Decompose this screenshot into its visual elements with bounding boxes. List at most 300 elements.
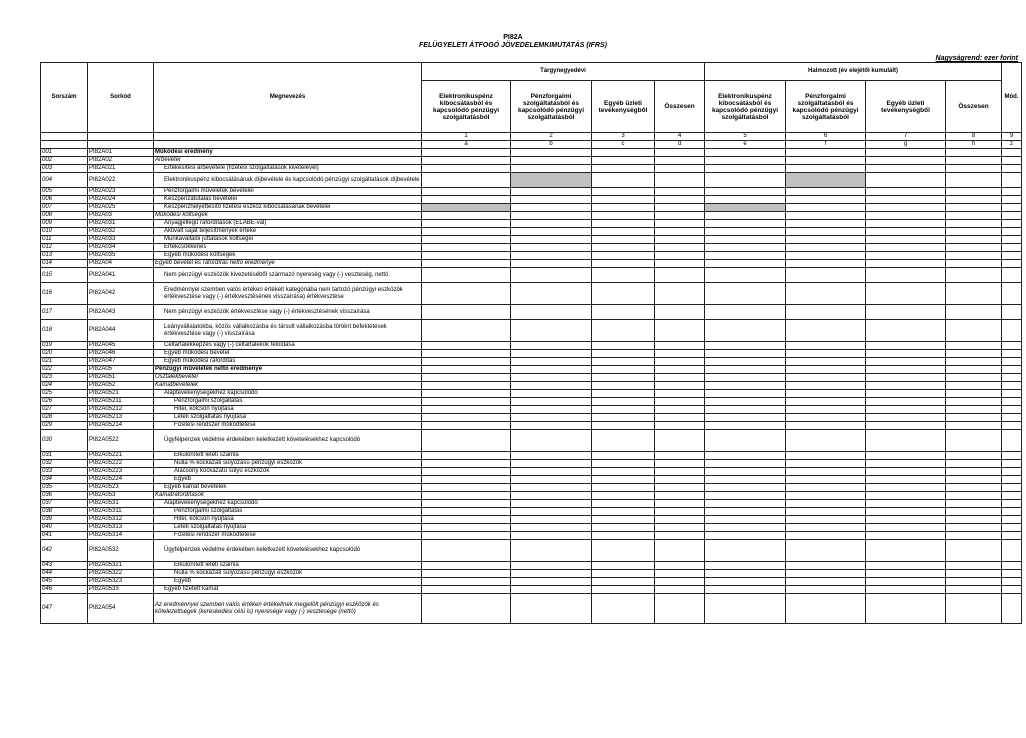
value-cell[interactable] [946, 398, 1002, 406]
value-cell[interactable] [705, 484, 786, 492]
value-cell[interactable] [705, 594, 786, 624]
value-cell[interactable] [705, 500, 786, 508]
value-cell[interactable] [786, 366, 866, 374]
value-cell[interactable] [592, 342, 655, 350]
value-cell[interactable] [592, 422, 655, 430]
value-cell[interactable] [592, 508, 655, 516]
value-cell[interactable] [1002, 414, 1022, 422]
value-cell[interactable] [422, 578, 511, 586]
value-cell[interactable] [786, 532, 866, 540]
value-cell[interactable] [786, 476, 866, 484]
value-cell[interactable] [946, 228, 1002, 236]
value-cell[interactable] [592, 268, 655, 283]
value-cell[interactable] [655, 524, 705, 532]
value-cell[interactable] [511, 476, 592, 484]
value-cell[interactable] [592, 586, 655, 594]
value-cell[interactable] [592, 366, 655, 374]
value-cell[interactable] [866, 149, 946, 157]
value-cell[interactable] [1002, 382, 1022, 390]
value-cell[interactable] [422, 500, 511, 508]
value-cell[interactable] [422, 382, 511, 390]
value-cell[interactable] [422, 492, 511, 500]
value-cell[interactable] [422, 476, 511, 484]
value-cell[interactable] [592, 570, 655, 578]
value-cell[interactable] [946, 468, 1002, 476]
value-cell[interactable] [1002, 228, 1022, 236]
value-cell[interactable] [866, 305, 946, 320]
value-cell[interactable] [655, 468, 705, 476]
value-cell[interactable] [705, 212, 786, 220]
value-cell[interactable] [705, 350, 786, 358]
value-cell[interactable] [705, 516, 786, 524]
value-cell[interactable] [422, 188, 511, 196]
value-cell[interactable] [592, 382, 655, 390]
value-cell[interactable] [1002, 305, 1022, 320]
value-cell[interactable] [866, 586, 946, 594]
value-cell[interactable] [511, 586, 592, 594]
value-cell[interactable] [511, 283, 592, 305]
value-cell[interactable] [1002, 220, 1022, 228]
value-cell[interactable] [866, 406, 946, 414]
value-cell[interactable] [422, 350, 511, 358]
value-cell[interactable] [511, 540, 592, 562]
value-cell[interactable] [786, 149, 866, 157]
value-cell[interactable] [705, 260, 786, 268]
value-cell[interactable] [946, 342, 1002, 350]
value-cell[interactable] [946, 508, 1002, 516]
value-cell[interactable] [1002, 236, 1022, 244]
value-cell[interactable] [1002, 157, 1022, 165]
value-cell[interactable] [786, 157, 866, 165]
value-cell[interactable] [592, 350, 655, 358]
value-cell[interactable] [786, 236, 866, 244]
value-cell[interactable] [655, 204, 705, 212]
value-cell[interactable] [786, 204, 866, 212]
value-cell[interactable] [592, 594, 655, 624]
value-cell[interactable] [655, 414, 705, 422]
value-cell[interactable] [655, 532, 705, 540]
value-cell[interactable] [655, 382, 705, 390]
value-cell[interactable] [422, 283, 511, 305]
value-cell[interactable] [422, 484, 511, 492]
value-cell[interactable] [422, 406, 511, 414]
value-cell[interactable] [422, 422, 511, 430]
value-cell[interactable] [946, 260, 1002, 268]
value-cell[interactable] [866, 532, 946, 540]
value-cell[interactable] [946, 196, 1002, 204]
value-cell[interactable] [655, 228, 705, 236]
value-cell[interactable] [866, 157, 946, 165]
value-cell[interactable] [511, 516, 592, 524]
value-cell[interactable] [866, 422, 946, 430]
value-cell[interactable] [705, 366, 786, 374]
value-cell[interactable] [946, 320, 1002, 342]
value-cell[interactable] [946, 430, 1002, 452]
value-cell[interactable] [786, 524, 866, 532]
value-cell[interactable] [511, 578, 592, 586]
value-cell[interactable] [946, 366, 1002, 374]
value-cell[interactable] [655, 350, 705, 358]
value-cell[interactable] [655, 578, 705, 586]
value-cell[interactable] [422, 220, 511, 228]
value-cell[interactable] [511, 260, 592, 268]
value-cell[interactable] [866, 398, 946, 406]
value-cell[interactable] [422, 342, 511, 350]
value-cell[interactable] [592, 320, 655, 342]
value-cell[interactable] [705, 173, 786, 188]
value-cell[interactable] [705, 586, 786, 594]
value-cell[interactable] [1002, 532, 1022, 540]
value-cell[interactable] [946, 460, 1002, 468]
value-cell[interactable] [592, 165, 655, 173]
value-cell[interactable] [866, 382, 946, 390]
value-cell[interactable] [511, 149, 592, 157]
value-cell[interactable] [592, 468, 655, 476]
value-cell[interactable] [422, 165, 511, 173]
value-cell[interactable] [592, 460, 655, 468]
value-cell[interactable] [511, 460, 592, 468]
value-cell[interactable] [705, 305, 786, 320]
value-cell[interactable] [866, 350, 946, 358]
value-cell[interactable] [592, 390, 655, 398]
value-cell[interactable] [866, 260, 946, 268]
value-cell[interactable] [422, 149, 511, 157]
value-cell[interactable] [946, 204, 1002, 212]
value-cell[interactable] [1002, 390, 1022, 398]
value-cell[interactable] [592, 406, 655, 414]
value-cell[interactable] [786, 570, 866, 578]
value-cell[interactable] [511, 244, 592, 252]
value-cell[interactable] [866, 476, 946, 484]
value-cell[interactable] [786, 374, 866, 382]
value-cell[interactable] [655, 283, 705, 305]
value-cell[interactable] [946, 268, 1002, 283]
value-cell[interactable] [511, 236, 592, 244]
value-cell[interactable] [866, 570, 946, 578]
value-cell[interactable] [946, 305, 1002, 320]
value-cell[interactable] [422, 414, 511, 422]
value-cell[interactable] [1002, 358, 1022, 366]
value-cell[interactable] [705, 228, 786, 236]
value-cell[interactable] [1002, 500, 1022, 508]
value-cell[interactable] [705, 342, 786, 350]
value-cell[interactable] [592, 196, 655, 204]
value-cell[interactable] [1002, 570, 1022, 578]
value-cell[interactable] [422, 524, 511, 532]
value-cell[interactable] [866, 320, 946, 342]
value-cell[interactable] [511, 157, 592, 165]
value-cell[interactable] [786, 540, 866, 562]
value-cell[interactable] [422, 252, 511, 260]
value-cell[interactable] [511, 212, 592, 220]
value-cell[interactable] [866, 460, 946, 468]
value-cell[interactable] [592, 532, 655, 540]
value-cell[interactable] [786, 468, 866, 476]
value-cell[interactable] [655, 430, 705, 452]
value-cell[interactable] [592, 157, 655, 165]
value-cell[interactable] [786, 430, 866, 452]
value-cell[interactable] [946, 414, 1002, 422]
value-cell[interactable] [655, 516, 705, 524]
value-cell[interactable] [655, 508, 705, 516]
value-cell[interactable] [786, 452, 866, 460]
value-cell[interactable] [786, 320, 866, 342]
value-cell[interactable] [511, 500, 592, 508]
value-cell[interactable] [705, 406, 786, 414]
value-cell[interactable] [422, 452, 511, 460]
value-cell[interactable] [946, 586, 1002, 594]
value-cell[interactable] [866, 236, 946, 244]
value-cell[interactable] [705, 460, 786, 468]
value-cell[interactable] [1002, 188, 1022, 196]
value-cell[interactable] [511, 228, 592, 236]
value-cell[interactable] [592, 244, 655, 252]
value-cell[interactable] [422, 594, 511, 624]
value-cell[interactable] [511, 374, 592, 382]
value-cell[interactable] [946, 382, 1002, 390]
value-cell[interactable] [592, 228, 655, 236]
value-cell[interactable] [786, 390, 866, 398]
value-cell[interactable] [655, 165, 705, 173]
value-cell[interactable] [592, 414, 655, 422]
value-cell[interactable] [1002, 342, 1022, 350]
value-cell[interactable] [592, 220, 655, 228]
value-cell[interactable] [511, 508, 592, 516]
value-cell[interactable] [1002, 476, 1022, 484]
value-cell[interactable] [786, 268, 866, 283]
value-cell[interactable] [422, 320, 511, 342]
value-cell[interactable] [705, 570, 786, 578]
value-cell[interactable] [592, 236, 655, 244]
value-cell[interactable] [866, 173, 946, 188]
value-cell[interactable] [1002, 540, 1022, 562]
value-cell[interactable] [946, 220, 1002, 228]
value-cell[interactable] [946, 452, 1002, 460]
value-cell[interactable] [786, 244, 866, 252]
value-cell[interactable] [946, 524, 1002, 532]
value-cell[interactable] [655, 390, 705, 398]
value-cell[interactable] [655, 406, 705, 414]
value-cell[interactable] [786, 252, 866, 260]
value-cell[interactable] [655, 500, 705, 508]
value-cell[interactable] [705, 358, 786, 366]
value-cell[interactable] [866, 492, 946, 500]
value-cell[interactable] [422, 305, 511, 320]
value-cell[interactable] [786, 398, 866, 406]
value-cell[interactable] [946, 350, 1002, 358]
value-cell[interactable] [705, 149, 786, 157]
value-cell[interactable] [511, 196, 592, 204]
value-cell[interactable] [1002, 524, 1022, 532]
value-cell[interactable] [1002, 586, 1022, 594]
value-cell[interactable] [1002, 196, 1022, 204]
value-cell[interactable] [946, 532, 1002, 540]
value-cell[interactable] [786, 586, 866, 594]
value-cell[interactable] [705, 220, 786, 228]
value-cell[interactable] [1002, 173, 1022, 188]
value-cell[interactable] [655, 220, 705, 228]
value-cell[interactable] [705, 578, 786, 586]
value-cell[interactable] [1002, 468, 1022, 476]
value-cell[interactable] [422, 358, 511, 366]
value-cell[interactable] [866, 268, 946, 283]
value-cell[interactable] [705, 562, 786, 570]
value-cell[interactable] [786, 562, 866, 570]
value-cell[interactable] [1002, 398, 1022, 406]
value-cell[interactable] [1002, 578, 1022, 586]
value-cell[interactable] [592, 204, 655, 212]
value-cell[interactable] [866, 188, 946, 196]
value-cell[interactable] [786, 594, 866, 624]
value-cell[interactable] [655, 476, 705, 484]
value-cell[interactable] [422, 460, 511, 468]
value-cell[interactable] [705, 283, 786, 305]
value-cell[interactable] [1002, 244, 1022, 252]
value-cell[interactable] [592, 578, 655, 586]
value-cell[interactable] [866, 220, 946, 228]
value-cell[interactable] [705, 398, 786, 406]
value-cell[interactable] [422, 212, 511, 220]
value-cell[interactable] [422, 532, 511, 540]
value-cell[interactable] [946, 484, 1002, 492]
value-cell[interactable] [511, 204, 592, 212]
value-cell[interactable] [655, 236, 705, 244]
value-cell[interactable] [786, 414, 866, 422]
value-cell[interactable] [511, 382, 592, 390]
value-cell[interactable] [1002, 252, 1022, 260]
value-cell[interactable] [946, 173, 1002, 188]
value-cell[interactable] [511, 350, 592, 358]
value-cell[interactable] [786, 220, 866, 228]
value-cell[interactable] [422, 268, 511, 283]
value-cell[interactable] [705, 165, 786, 173]
value-cell[interactable] [946, 188, 1002, 196]
value-cell[interactable] [655, 358, 705, 366]
value-cell[interactable] [655, 452, 705, 460]
value-cell[interactable] [786, 212, 866, 220]
value-cell[interactable] [705, 374, 786, 382]
value-cell[interactable] [866, 430, 946, 452]
value-cell[interactable] [946, 422, 1002, 430]
value-cell[interactable] [866, 500, 946, 508]
value-cell[interactable] [592, 484, 655, 492]
value-cell[interactable] [422, 516, 511, 524]
value-cell[interactable] [422, 570, 511, 578]
value-cell[interactable] [946, 500, 1002, 508]
value-cell[interactable] [1002, 492, 1022, 500]
value-cell[interactable] [422, 196, 511, 204]
value-cell[interactable] [1002, 516, 1022, 524]
value-cell[interactable] [592, 358, 655, 366]
value-cell[interactable] [786, 500, 866, 508]
value-cell[interactable] [1002, 374, 1022, 382]
value-cell[interactable] [592, 305, 655, 320]
value-cell[interactable] [592, 398, 655, 406]
value-cell[interactable] [866, 228, 946, 236]
value-cell[interactable] [511, 188, 592, 196]
value-cell[interactable] [705, 157, 786, 165]
value-cell[interactable] [511, 165, 592, 173]
value-cell[interactable] [946, 516, 1002, 524]
value-cell[interactable] [705, 532, 786, 540]
value-cell[interactable] [866, 516, 946, 524]
value-cell[interactable] [786, 350, 866, 358]
value-cell[interactable] [655, 586, 705, 594]
value-cell[interactable] [422, 260, 511, 268]
value-cell[interactable] [705, 468, 786, 476]
value-cell[interactable] [946, 390, 1002, 398]
value-cell[interactable] [786, 508, 866, 516]
value-cell[interactable] [655, 173, 705, 188]
value-cell[interactable] [592, 452, 655, 460]
value-cell[interactable] [786, 165, 866, 173]
value-cell[interactable] [705, 196, 786, 204]
value-cell[interactable] [866, 204, 946, 212]
value-cell[interactable] [786, 358, 866, 366]
value-cell[interactable] [705, 382, 786, 390]
value-cell[interactable] [511, 430, 592, 452]
value-cell[interactable] [866, 342, 946, 350]
value-cell[interactable] [786, 196, 866, 204]
value-cell[interactable] [422, 430, 511, 452]
value-cell[interactable] [705, 492, 786, 500]
value-cell[interactable] [511, 342, 592, 350]
value-cell[interactable] [786, 382, 866, 390]
value-cell[interactable] [422, 173, 511, 188]
value-cell[interactable] [1002, 484, 1022, 492]
value-cell[interactable] [655, 570, 705, 578]
value-cell[interactable] [946, 540, 1002, 562]
value-cell[interactable] [511, 594, 592, 624]
value-cell[interactable] [705, 540, 786, 562]
value-cell[interactable] [705, 244, 786, 252]
value-cell[interactable] [705, 524, 786, 532]
value-cell[interactable] [655, 562, 705, 570]
value-cell[interactable] [866, 390, 946, 398]
value-cell[interactable] [786, 342, 866, 350]
value-cell[interactable] [511, 320, 592, 342]
value-cell[interactable] [511, 358, 592, 366]
value-cell[interactable] [511, 252, 592, 260]
value-cell[interactable] [946, 244, 1002, 252]
value-cell[interactable] [705, 422, 786, 430]
value-cell[interactable] [1002, 460, 1022, 468]
value-cell[interactable] [1002, 562, 1022, 570]
value-cell[interactable] [655, 398, 705, 406]
value-cell[interactable] [511, 532, 592, 540]
value-cell[interactable] [866, 358, 946, 366]
value-cell[interactable] [422, 508, 511, 516]
value-cell[interactable] [655, 157, 705, 165]
value-cell[interactable] [946, 406, 1002, 414]
value-cell[interactable] [655, 305, 705, 320]
value-cell[interactable] [705, 252, 786, 260]
value-cell[interactable] [786, 422, 866, 430]
value-cell[interactable] [592, 374, 655, 382]
value-cell[interactable] [1002, 268, 1022, 283]
value-cell[interactable] [655, 244, 705, 252]
value-cell[interactable] [655, 540, 705, 562]
value-cell[interactable] [946, 578, 1002, 586]
value-cell[interactable] [866, 414, 946, 422]
value-cell[interactable] [422, 562, 511, 570]
value-cell[interactable] [655, 374, 705, 382]
value-cell[interactable] [422, 244, 511, 252]
value-cell[interactable] [592, 562, 655, 570]
value-cell[interactable] [655, 594, 705, 624]
value-cell[interactable] [655, 149, 705, 157]
value-cell[interactable] [511, 492, 592, 500]
